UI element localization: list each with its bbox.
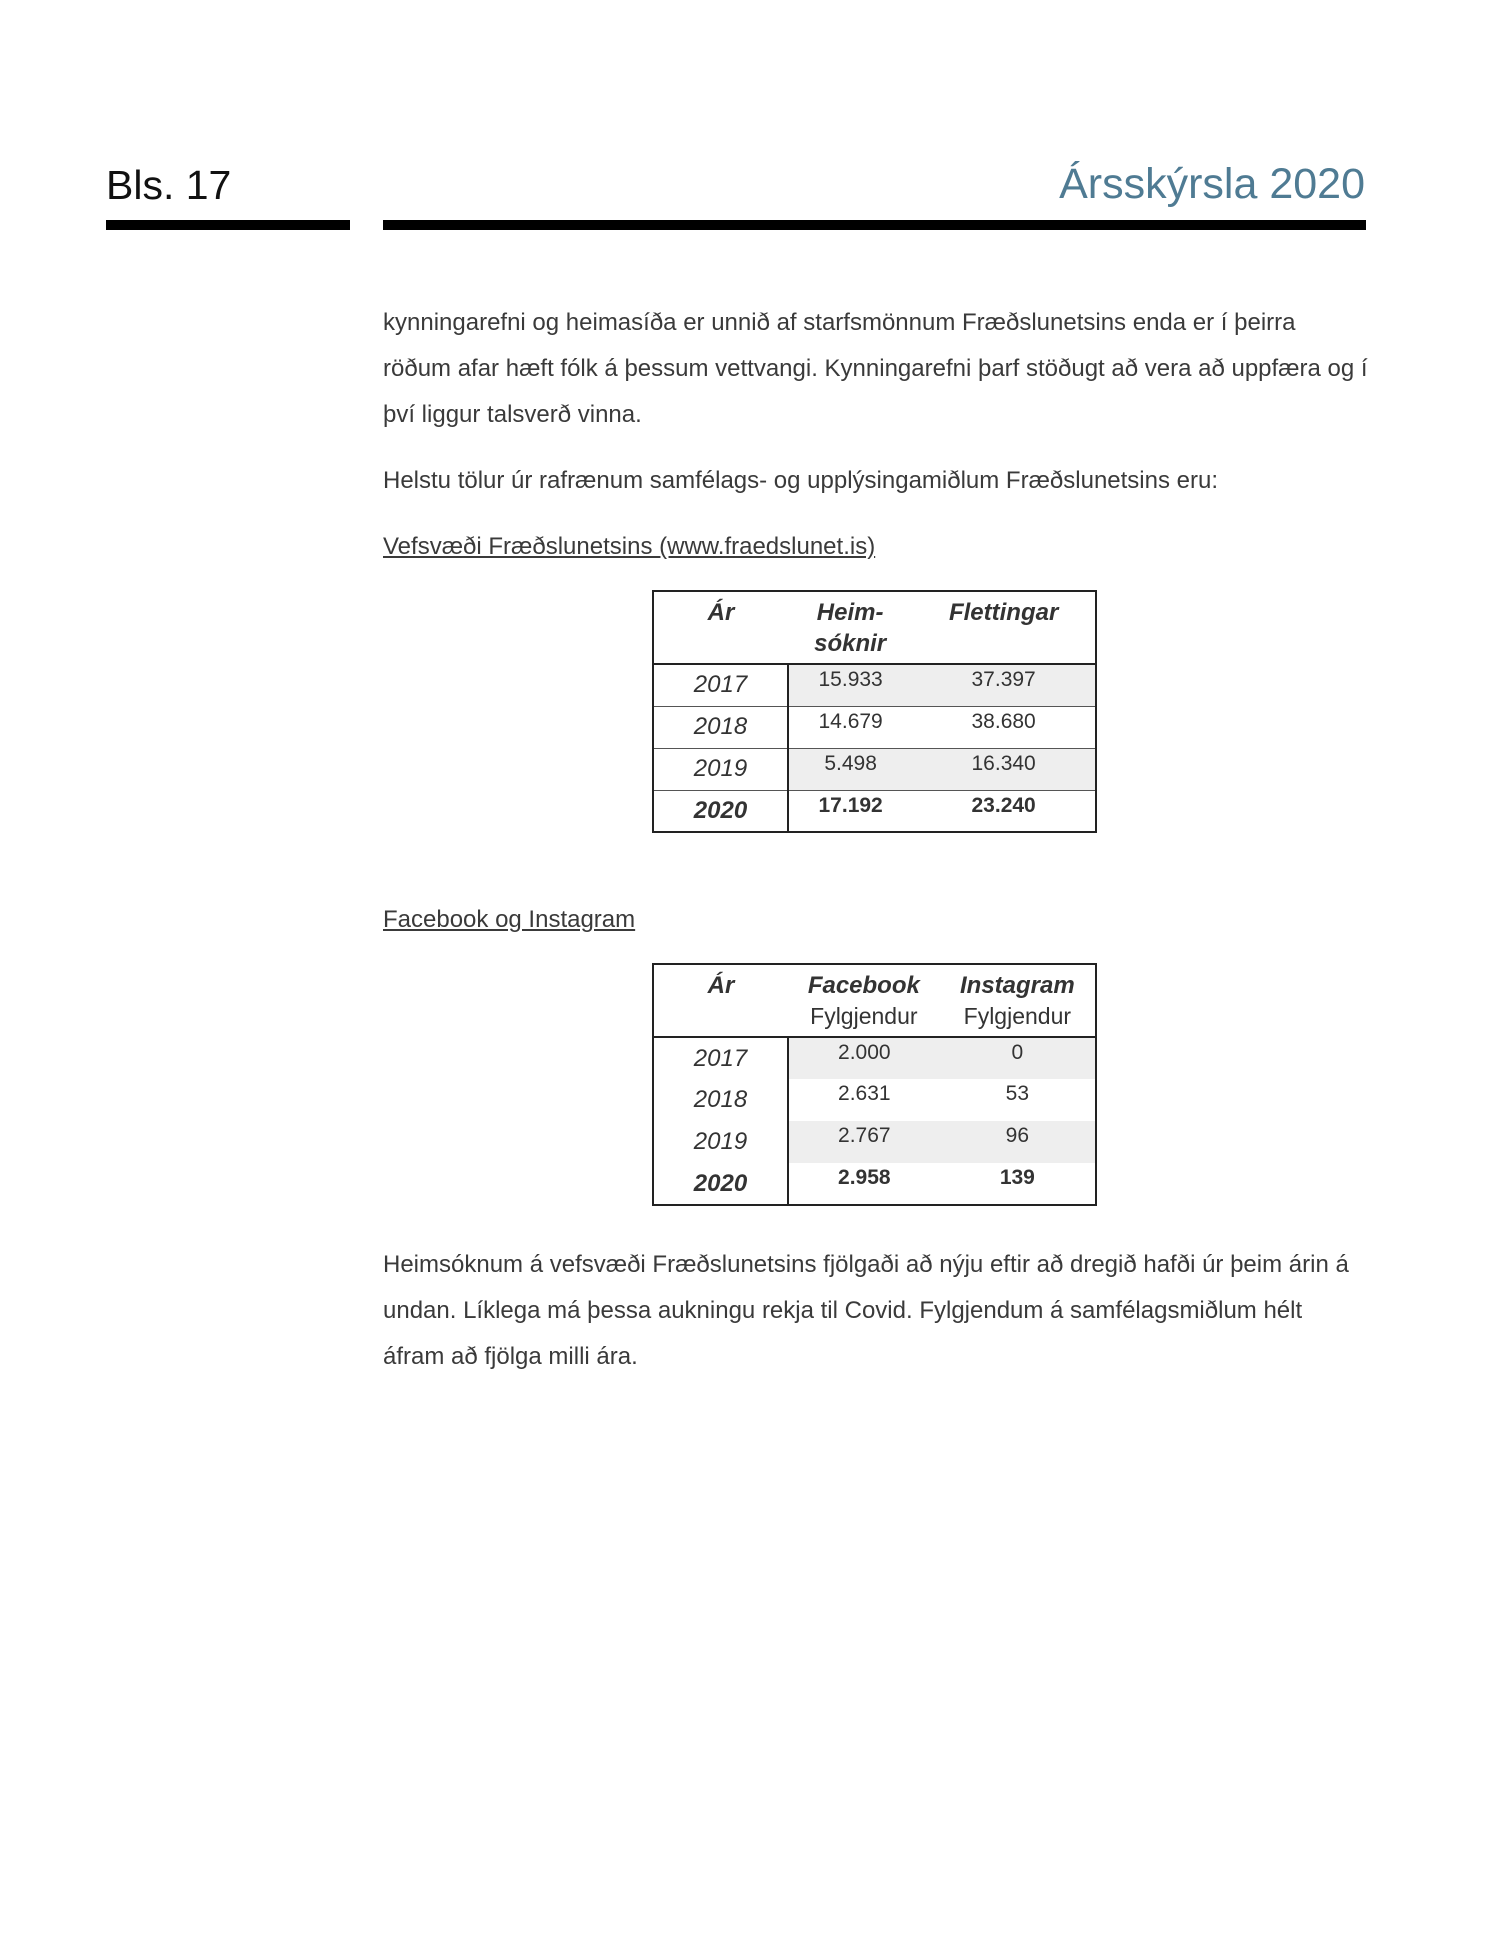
table-row (653, 1079, 1096, 1121)
website-section-heading: Vefsvæði Fræðslunetsins (www.fraedslunet.is) (383, 533, 876, 560)
conclusion-paragraph: Heimsóknum á vefsvæði Fræðslunetsins fjölgaði að nýju eftir að dregið hafði úr þeim árin á undan. Líklega má þessa aukningu rekja til Covid. Fylgjendum á samfélagsmiðlum hélt áfram að fjölga milli ára. (383, 1251, 1349, 1370)
table-row-total-year (653, 790, 1096, 832)
visits-cell: 5.498 (788, 748, 912, 790)
year-cell: 2017 (653, 664, 788, 706)
column-header-instagram (940, 964, 1096, 1037)
visits-cell: 17.192 (788, 790, 912, 832)
column-header-year: Ár (707, 599, 735, 626)
pageviews-cell: 37.397 (912, 664, 1096, 706)
column-header-facebook (788, 964, 940, 1037)
table-row-total-year (653, 1163, 1096, 1205)
intro-lead-paragraph: Helstu tölur úr rafrænum samfélags- og upplýsingamiðlum Fræðslunetsins eru: (383, 467, 1219, 494)
year-cell: 2018 (653, 706, 788, 748)
column-header-visits-line2: sóknir (814, 630, 887, 657)
column-header-facebook-title: Facebook (807, 972, 920, 999)
intro-paragraph: kynningarefni og heimasíða er unnið af starfsmönnum Fræðslunetsins enda er í þeirra röðum afar hæft fólk á þessum vettvangi. Kynningarefni þarf stöðugt að vera að uppfæra og í því liggur talsverð vinna. (383, 309, 1368, 428)
document-title: Ársskýrsla 2020 (1059, 160, 1365, 208)
table-header-row (653, 591, 1096, 664)
pageviews-cell: 16.340 (912, 748, 1096, 790)
page-content (383, 300, 1368, 1400)
table-row (653, 1121, 1096, 1163)
visits-cell: 15.933 (788, 664, 912, 706)
year-cell: 2020 (653, 1163, 788, 1205)
table-row (653, 748, 1096, 790)
column-header-facebook-sub: Fylgjendur (810, 1003, 918, 1029)
column-header-visits (788, 591, 912, 664)
column-header-visits-line1: Heim- (816, 599, 884, 626)
column-header-instagram-sub: Fylgjendur (963, 1003, 1072, 1029)
pageviews-cell: 23.240 (912, 790, 1096, 832)
header-rule-right (383, 220, 1366, 230)
year-cell: 2018 (653, 1079, 788, 1121)
facebook-cell: 2.631 (838, 1082, 891, 1105)
header-rule-left (106, 220, 350, 230)
year-cell: 2019 (653, 748, 788, 790)
column-header-pageviews: Flettingar (948, 599, 1059, 626)
instagram-cell: 53 (1005, 1082, 1030, 1105)
website-stats-table-wrap (652, 590, 1097, 833)
facebook-cell: 2.958 (838, 1166, 891, 1189)
pageviews-cell: 38.680 (912, 706, 1096, 748)
instagram-cell: 96 (940, 1121, 1096, 1163)
table-header-row (653, 964, 1096, 1037)
table-row (653, 1037, 1096, 1079)
website-stats-table (652, 590, 1097, 833)
year-cell: 2020 (653, 790, 788, 832)
column-header-year-title: Ár (707, 972, 735, 999)
instagram-cell: 0 (940, 1037, 1096, 1079)
social-stats-table (652, 963, 1097, 1206)
social-stats-table-wrap (652, 963, 1097, 1206)
visits-cell: 14.679 (788, 706, 912, 748)
facebook-cell: 2.767 (788, 1121, 940, 1163)
page-number: Bls. 17 (106, 162, 232, 208)
instagram-cell: 139 (999, 1166, 1035, 1189)
table-row (653, 664, 1096, 706)
year-cell: 2017 (653, 1037, 788, 1079)
column-header-year (653, 964, 788, 1037)
column-header-instagram-title: Instagram (959, 972, 1075, 999)
year-cell: 2019 (653, 1121, 788, 1163)
social-section-heading: Facebook og Instagram (383, 906, 636, 933)
facebook-cell: 2.000 (788, 1037, 940, 1079)
table-row (653, 706, 1096, 748)
